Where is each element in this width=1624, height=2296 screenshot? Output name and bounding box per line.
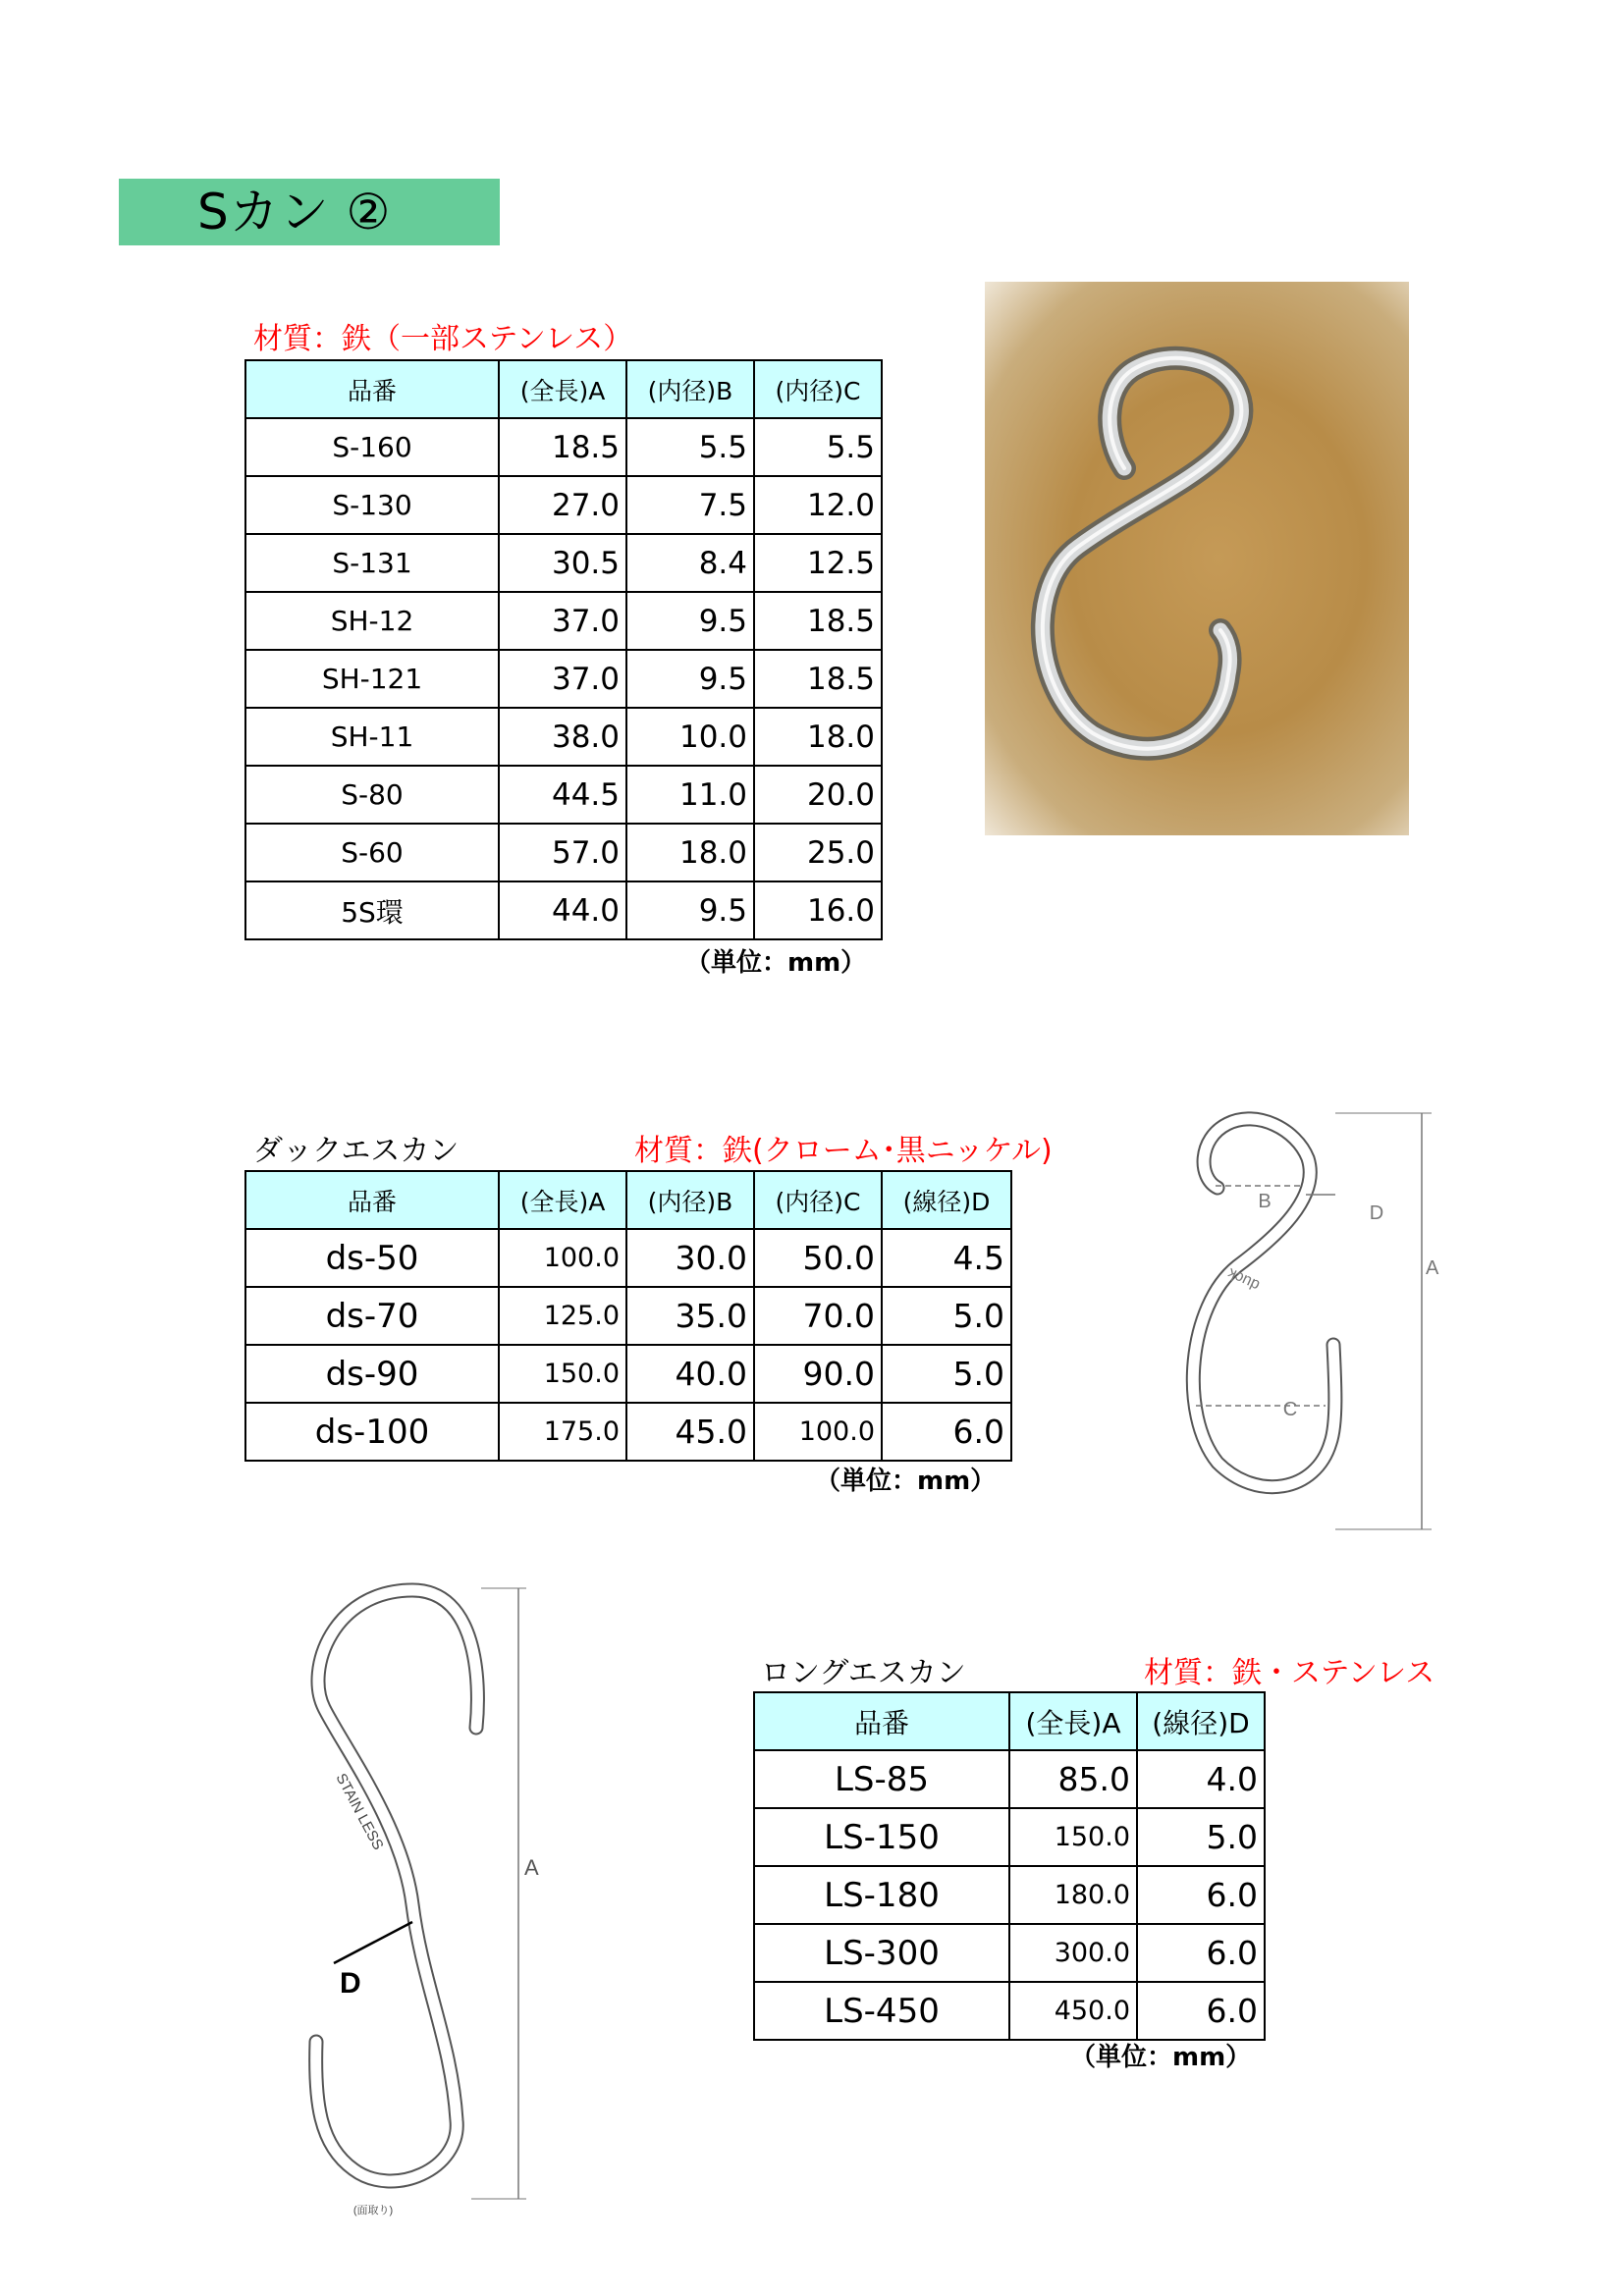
length-a: 44.5 [499,766,626,824]
length-a: 85.0 [1009,1750,1137,1808]
length-a: 180.0 [1009,1866,1137,1924]
scan-spec-table [244,359,883,940]
part-code: S-160 [245,418,499,476]
part-code: ds-90 [245,1345,499,1403]
inner-c: 25.0 [754,824,882,881]
diagram-stamp: STAIN LESS [332,1770,387,1853]
diagram-stamp: duck [1224,1264,1263,1294]
table-header-row [245,360,882,418]
table-row [754,1808,1265,1866]
length-a: 150.0 [499,1345,626,1403]
inner-b: 7.5 [626,476,754,534]
wire-d: 6.0 [1137,1924,1265,1982]
length-a: 300.0 [1009,1924,1137,1982]
diagram-label-d: D [340,1967,361,2000]
diagram-label-a: A [1426,1257,1439,1279]
table-row [245,650,882,708]
long-unit-note: （単位：mm） [1070,2043,1252,2072]
table-header-row [245,1171,1011,1229]
inner-b: 35.0 [626,1287,754,1345]
wire-d: 6.0 [1137,1982,1265,2040]
table-row [245,418,882,476]
header-cell: (全長)A [1009,1692,1137,1750]
diagram-label-a: A [524,1855,539,1880]
part-code: LS-150 [754,1808,1009,1866]
inner-b: 30.0 [626,1229,754,1287]
length-a: 125.0 [499,1287,626,1345]
header-cell: (全長)A [499,1171,626,1229]
inner-b: 45.0 [626,1403,754,1461]
part-code: S-80 [245,766,499,824]
part-code: SH-11 [245,708,499,766]
table-row [245,1287,1011,1345]
wire-d: 5.0 [882,1287,1011,1345]
header-cell: (全長)A [499,360,626,418]
page-title: Sカン ② [197,184,392,240]
length-a: 44.0 [499,881,626,939]
table-row [245,708,882,766]
inner-b: 40.0 [626,1345,754,1403]
diagram-label-b: B [1258,1191,1272,1212]
table-row [245,1345,1011,1403]
duck-spec-table [244,1170,1012,1462]
wire-d: 5.0 [882,1345,1011,1403]
header-cell: (内径)B [626,1171,754,1229]
wire-d: 4.0 [1137,1750,1265,1808]
s-hook-photo-icon [985,282,1409,835]
diagram-note: (面取り) [352,2205,394,2216]
part-code: SH-121 [245,650,499,708]
header-cell: 品番 [245,360,499,418]
inner-c: 18.5 [754,592,882,650]
header-cell: (線径)D [882,1171,1011,1229]
part-code: LS-85 [754,1750,1009,1808]
part-code: ds-50 [245,1229,499,1287]
table-row [245,476,882,534]
length-a: 30.5 [499,534,626,592]
inner-c: 18.0 [754,708,882,766]
duck-material: 材質：鉄(クローム･黒ニッケル) [634,1134,1053,1168]
inner-c: 90.0 [754,1345,882,1403]
inner-c: 18.5 [754,650,882,708]
wire-d: 5.0 [1137,1808,1265,1866]
wire-d: 4.5 [882,1229,1011,1287]
s-hook-photo [985,282,1409,835]
table-row [245,1229,1011,1287]
duck-hook-diagram [1159,1099,1453,1541]
length-a: 150.0 [1009,1808,1137,1866]
header-cell: (内径)C [754,360,882,418]
table-row [754,1866,1265,1924]
inner-b: 11.0 [626,766,754,824]
inner-b: 9.5 [626,881,754,939]
table-row [245,592,882,650]
part-code: LS-450 [754,1982,1009,2040]
scan-material: 材質：鉄（一部ステンレス） [253,322,633,356]
length-a: 100.0 [499,1229,626,1287]
long-hook-diagram [275,1571,569,2218]
header-cell: (線径)D [1137,1692,1265,1750]
part-code: 5S環 [245,881,499,939]
duck-unit-note: （単位：mm） [815,1467,997,1496]
length-a: 57.0 [499,824,626,881]
page-title-box [119,179,500,245]
inner-c: 20.0 [754,766,882,824]
length-a: 37.0 [499,592,626,650]
wire-d: 6.0 [1137,1866,1265,1924]
scan-unit-note: （単位：mm） [685,948,867,978]
table-row [245,881,882,939]
inner-b: 18.0 [626,824,754,881]
inner-b: 8.4 [626,534,754,592]
table-row [245,824,882,881]
table-row [754,1750,1265,1808]
inner-b: 9.5 [626,592,754,650]
part-code: ds-100 [245,1403,499,1461]
inner-b: 5.5 [626,418,754,476]
long-material: 材質：鉄・ステンレス [1144,1656,1435,1690]
table-row [245,766,882,824]
inner-c: 50.0 [754,1229,882,1287]
table-row [754,1982,1265,2040]
long-product-name: ロングエスカン [761,1656,966,1690]
long-spec-table [753,1691,1266,2041]
header-cell: 品番 [245,1171,499,1229]
length-a: 27.0 [499,476,626,534]
inner-c: 100.0 [754,1403,882,1461]
part-code: LS-300 [754,1924,1009,1982]
header-cell: (内径)C [754,1171,882,1229]
length-a: 18.5 [499,418,626,476]
inner-b: 10.0 [626,708,754,766]
part-code: SH-12 [245,592,499,650]
inner-c: 5.5 [754,418,882,476]
part-code: S-60 [245,824,499,881]
inner-c: 12.5 [754,534,882,592]
length-a: 450.0 [1009,1982,1137,2040]
inner-c: 12.0 [754,476,882,534]
table-header-row [754,1692,1265,1750]
length-a: 38.0 [499,708,626,766]
inner-c: 70.0 [754,1287,882,1345]
table-row [245,534,882,592]
duck-product-name: ダックエスカン [253,1134,460,1168]
part-code: LS-180 [754,1866,1009,1924]
inner-b: 9.5 [626,650,754,708]
inner-c: 16.0 [754,881,882,939]
table-row [245,1403,1011,1461]
length-a: 37.0 [499,650,626,708]
table-row [754,1924,1265,1982]
wire-d: 6.0 [882,1403,1011,1461]
header-cell: (内径)B [626,360,754,418]
length-a: 175.0 [499,1403,626,1461]
part-code: S-130 [245,476,499,534]
diagram-label-c: C [1282,1399,1298,1420]
header-cell: 品番 [754,1692,1009,1750]
part-code: ds-70 [245,1287,499,1345]
diagram-label-d: D [1369,1202,1384,1224]
part-code: S-131 [245,534,499,592]
